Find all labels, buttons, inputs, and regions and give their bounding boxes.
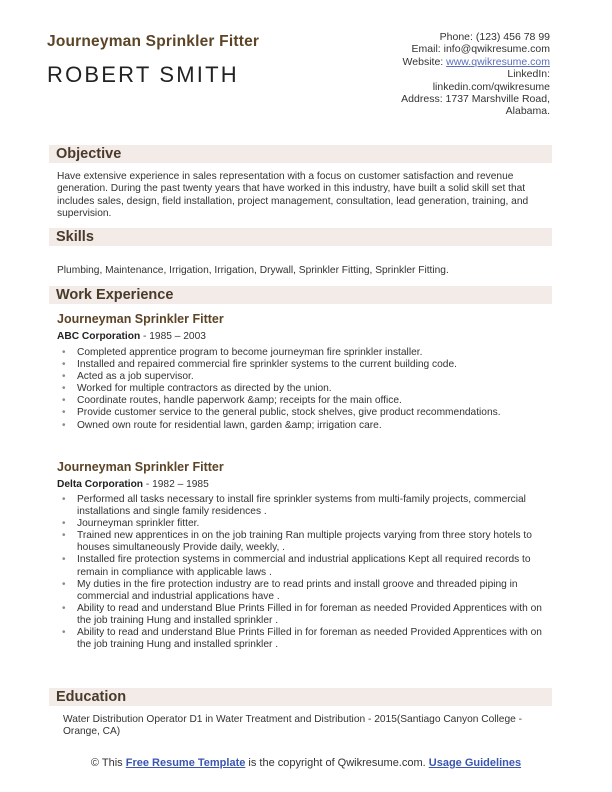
list-item: • Installed and repaired commercial fire sprinkler systems to the current building code. xyxy=(61,359,551,371)
education-text: Water Distribution Operator D1 in Water Treatment and Distribution - 2015(Santiago Canyon College - Orange, CA) xyxy=(63,714,523,738)
job-2-company: Delta Corporation xyxy=(57,479,144,490)
footer-prefix: © This xyxy=(90,757,126,769)
objective-text: Have extensive experience in sales representation with a focus on customer satisfaction and revenue generation. During the past twenty years that have worked in this industry, have built a solid skill set that includes sales, design, field installation, project management, consultation, lead generation, training, and supervision. xyxy=(57,171,529,219)
usage-guidelines-link[interactable]: Usage Guidelines xyxy=(428,757,522,769)
list-item: • Ability to read and understand Blue Prints Filled in for foreman as needed Provided Apprentices with on the job training Hung and installed sprinkler . xyxy=(61,627,551,651)
linkedin-link: linkedin.com/qwikresume xyxy=(432,80,550,93)
job-1-bullets xyxy=(61,347,551,432)
list-item: • Installed fire protection systems in commercial and industrial applications Kept all required records to remain in compliance with applicable laws . xyxy=(61,554,551,578)
list-item: • Owned own route for residential lawn, garden &amp; irrigation care. xyxy=(61,420,551,432)
copyright-footer xyxy=(0,757,612,771)
list-item: • Completed apprentice program to become journeyman fire sprinkler installer. xyxy=(61,347,551,359)
job-1-title: Journeyman Sprinkler Fitter xyxy=(57,312,224,326)
website-label: Website: xyxy=(402,55,444,68)
website-link[interactable]: www.qwikresume.com xyxy=(446,55,550,68)
candidate-name: ROBERT SMITH xyxy=(47,62,239,87)
footer-middle: is the copyright of Qwikresume.com. xyxy=(245,757,429,769)
resume-job-title: Journeyman Sprinkler Fitter xyxy=(47,33,260,50)
contact-website xyxy=(330,56,550,68)
job-2-company-line xyxy=(57,479,209,490)
list-item: • Coordinate routes, handle paperwork &amp; receipts for the main office. xyxy=(61,395,551,407)
work-experience-heading: Work Experience xyxy=(49,286,552,304)
list-item: • Ability to read and understand Blue Prints Filled in for foreman as needed Provided Apprentices with on the job training Hung and installed sprinkler . xyxy=(61,603,551,627)
skills-text: Plumbing, Maintenance, Irrigation, Irrigation, Drywall, Sprinkler Fitting, Sprinkler Fitting. xyxy=(57,265,449,276)
skills-heading: Skills xyxy=(49,228,552,246)
contact-address-line2: Alabama. xyxy=(505,105,550,118)
contact-address-line1: Address: 1737 Marshville Road, xyxy=(401,93,550,106)
list-item: • My duties in the fire protection industry are to read prints and install groove and threaded piping in commercial and industrial applications have . xyxy=(61,579,551,603)
job-1-company: ABC Corporation xyxy=(57,331,141,342)
job-2-title: Journeyman Sprinkler Fitter xyxy=(57,460,224,474)
linkedin-label: LinkedIn: xyxy=(507,68,550,81)
list-item: • Provide customer service to the general public, stock shelves, give product recommendations. xyxy=(61,407,551,419)
list-item: • Journeyman sprinkler fitter. xyxy=(61,518,551,530)
contact-block xyxy=(330,31,550,118)
contact-phone: Phone: (123) 456 78 99 xyxy=(439,31,550,43)
job-2-dates: - 1982 – 1985 xyxy=(143,479,209,490)
contact-email: Email: info@qwikresume.com xyxy=(411,43,550,56)
list-item: • Trained new apprentices in on the job training Ran multiple projects varying from three story hotels to houses simultaneously Provide daily, weekly, . xyxy=(61,530,551,554)
objective-heading: Objective xyxy=(49,145,552,163)
job-2-bullets xyxy=(61,494,551,651)
job-1-dates: - 1985 – 2003 xyxy=(140,331,206,342)
free-resume-template-link[interactable]: Free Resume Template xyxy=(125,757,246,769)
job-1-company-line xyxy=(57,331,206,342)
list-item: • Performed all tasks necessary to install fire sprinkler systems from multi-family projects, commercial installations and single family residences . xyxy=(61,494,551,518)
list-item: • Worked for multiple contractors as directed by the union. xyxy=(61,383,551,395)
list-item: • Acted as a job supervisor. xyxy=(61,371,551,383)
education-heading: Education xyxy=(49,688,552,706)
